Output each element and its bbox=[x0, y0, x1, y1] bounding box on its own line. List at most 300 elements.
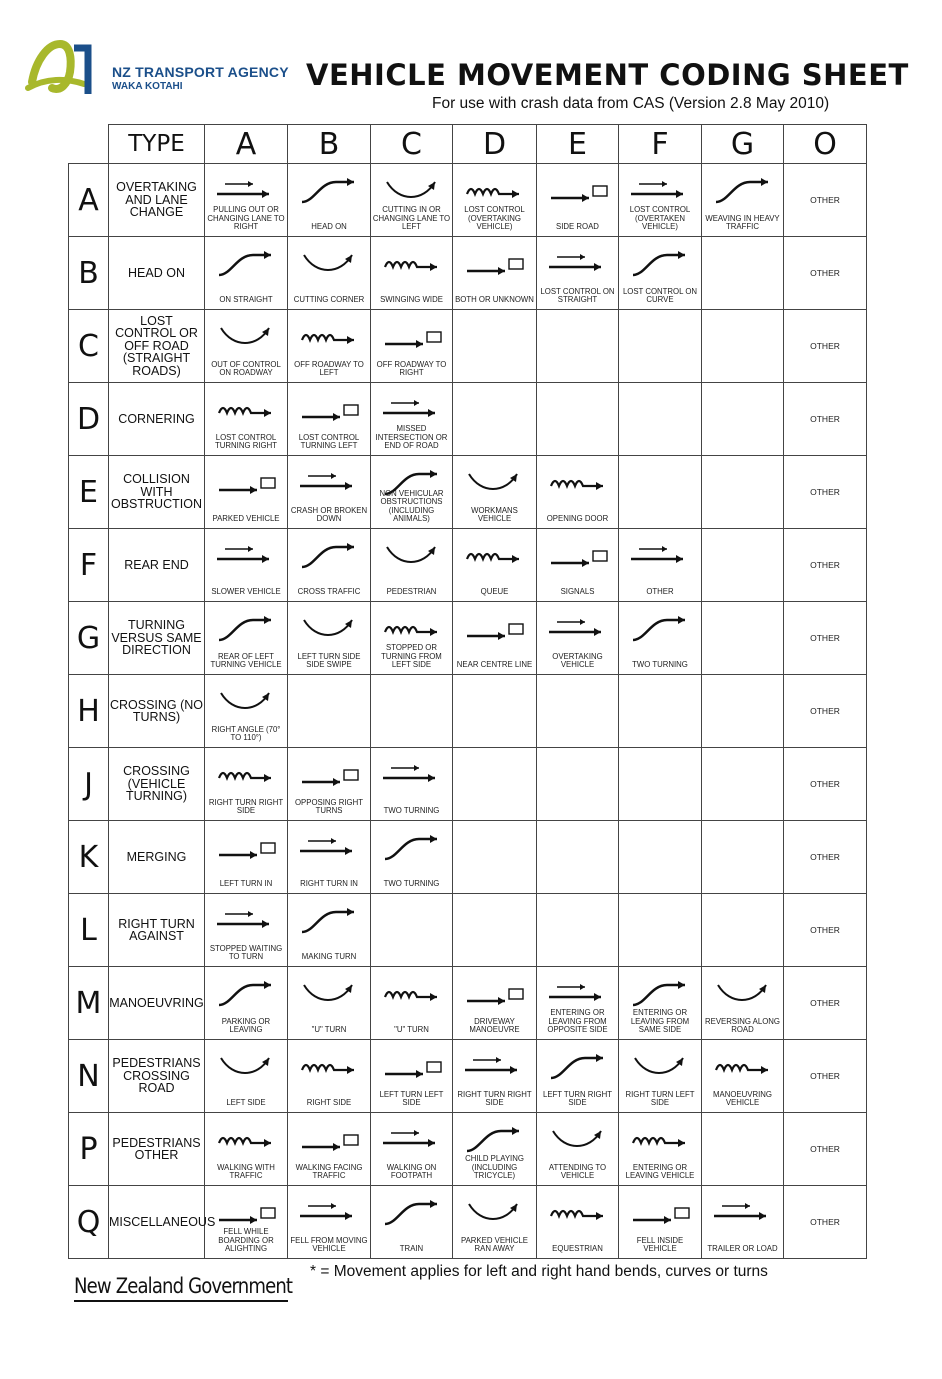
movement-arrow-icon bbox=[296, 1121, 362, 1159]
movement-cell-ka bbox=[205, 821, 288, 894]
movement-cell-gd bbox=[453, 602, 537, 675]
movement-cell-gc bbox=[371, 602, 453, 675]
movement-diagram bbox=[288, 164, 370, 236]
movement-cell-dd bbox=[453, 383, 537, 456]
table-row bbox=[69, 164, 867, 237]
movement-arrow-icon bbox=[379, 756, 445, 794]
movement-cell-ba bbox=[205, 237, 288, 310]
footnote: * = Movement applies for left and right hand bends, curves or turns bbox=[310, 1263, 768, 1280]
movement-cell-ke bbox=[537, 821, 619, 894]
movement-cell-cg bbox=[702, 310, 784, 383]
movement-arrow-icon bbox=[627, 172, 693, 210]
movement-cell-other: OTHER bbox=[784, 1040, 867, 1113]
movement-cell-other: OTHER bbox=[784, 237, 867, 310]
movement-cell-ce bbox=[537, 310, 619, 383]
movement-arrow-icon bbox=[627, 537, 693, 575]
movement-cell-me bbox=[537, 967, 619, 1040]
movement-arrow-icon bbox=[545, 975, 611, 1013]
movement-diagram bbox=[371, 456, 452, 528]
movement-cell-ea bbox=[205, 456, 288, 529]
movement-diagram bbox=[537, 1040, 618, 1112]
movement-cell-mb bbox=[288, 967, 371, 1040]
movement-arrow-icon bbox=[461, 172, 527, 210]
row-type: HEAD ON bbox=[109, 237, 205, 310]
movement-diagram bbox=[537, 164, 618, 236]
movement-diagram bbox=[288, 529, 370, 601]
movement-diagram bbox=[205, 456, 287, 528]
movement-diagram bbox=[371, 748, 452, 820]
movement-cell-md bbox=[453, 967, 537, 1040]
movement-label: MISSED INTERSECTION OR END OF ROAD bbox=[375, 424, 448, 450]
row-code: E bbox=[69, 456, 109, 529]
movement-label: FELL WHILE BOARDING OR ALIGHTING bbox=[218, 1227, 274, 1253]
movement-label: NON VEHICULAR OBSTRUCTIONS (INCLUDING ANIMALS) bbox=[379, 489, 444, 523]
movement-label: FELL INSIDE VEHICLE bbox=[636, 1235, 684, 1253]
movement-label: PEDESTRIAN bbox=[386, 586, 437, 596]
coding-table bbox=[68, 124, 867, 1259]
movement-diagram bbox=[288, 456, 370, 528]
movement-cell-mc bbox=[371, 967, 453, 1040]
movement-diagram bbox=[288, 748, 370, 820]
movement-label: CHILD PLAYING (INCLUDING TRICYCLE) bbox=[465, 1154, 524, 1180]
movement-label: ENTERING OR LEAVING FROM OPPOSITE SIDE bbox=[547, 1008, 608, 1034]
movement-label: TRAIN bbox=[399, 1243, 424, 1253]
movement-arrow-icon bbox=[296, 829, 362, 867]
movement-cell-qa bbox=[205, 1186, 288, 1259]
movement-label: REAR OF LEFT TURNING VEHICLE bbox=[210, 651, 282, 669]
movement-arrow-icon bbox=[213, 829, 279, 867]
movement-cell-gg bbox=[702, 602, 784, 675]
movement-diagram bbox=[205, 602, 287, 674]
movement-diagram bbox=[371, 164, 452, 236]
movement-cell-lf bbox=[619, 894, 702, 967]
movement-label: WALKING WITH TRAFFIC bbox=[217, 1162, 275, 1180]
movement-cell-fd bbox=[453, 529, 537, 602]
movement-arrow-icon bbox=[296, 610, 362, 648]
movement-cell-ae bbox=[537, 164, 619, 237]
nzta-logo bbox=[26, 38, 306, 100]
movement-arrow-icon bbox=[213, 1048, 279, 1086]
movement-cell-cc bbox=[371, 310, 453, 383]
movement-diagram bbox=[205, 164, 287, 236]
movement-diagram bbox=[371, 1186, 452, 1258]
movement-arrow-icon bbox=[710, 172, 776, 210]
movement-cell-kc bbox=[371, 821, 453, 894]
movement-diagram bbox=[371, 1040, 452, 1112]
movement-diagram bbox=[205, 529, 287, 601]
table-row bbox=[69, 456, 867, 529]
movement-label: TWO TURNING bbox=[632, 659, 688, 669]
movement-cell-mg bbox=[702, 967, 784, 1040]
movement-diagram bbox=[205, 894, 287, 966]
row-type: CORNERING bbox=[109, 383, 205, 456]
movement-diagram bbox=[371, 821, 452, 893]
table-row bbox=[69, 748, 867, 821]
movement-cell-other: OTHER bbox=[784, 748, 867, 821]
movement-label: MAKING TURN bbox=[301, 951, 357, 961]
movement-arrow-icon bbox=[296, 172, 362, 210]
movement-diagram bbox=[537, 1186, 618, 1258]
movement-diagram bbox=[702, 1040, 783, 1112]
movement-cell-fe bbox=[537, 529, 619, 602]
movement-cell-df bbox=[619, 383, 702, 456]
row-code: D bbox=[69, 383, 109, 456]
movement-label: REVERSING ALONG ROAD bbox=[705, 1016, 780, 1034]
government-underline bbox=[74, 1300, 288, 1302]
movement-cell-pf bbox=[619, 1113, 702, 1186]
movement-label: CROSS TRAFFIC bbox=[297, 586, 361, 596]
movement-cell-other: OTHER bbox=[784, 894, 867, 967]
movement-arrow-icon bbox=[296, 537, 362, 575]
movement-label: OUT OF CONTROL ON ROADWAY bbox=[211, 359, 281, 377]
movement-arrow-icon bbox=[461, 537, 527, 575]
movement-arrow-icon bbox=[461, 464, 527, 502]
movement-cell-other: OTHER bbox=[784, 310, 867, 383]
movement-cell-pg bbox=[702, 1113, 784, 1186]
movement-cell-ng bbox=[702, 1040, 784, 1113]
movement-diagram bbox=[537, 237, 618, 309]
movement-cell-ed bbox=[453, 456, 537, 529]
movement-cell-kg bbox=[702, 821, 784, 894]
movement-arrow-icon bbox=[461, 975, 527, 1013]
movement-cell-ac bbox=[371, 164, 453, 237]
movement-arrow-icon bbox=[545, 172, 611, 210]
movement-cell-cf bbox=[619, 310, 702, 383]
movement-diagram bbox=[288, 1040, 370, 1112]
movement-arrow-icon bbox=[213, 610, 279, 648]
movement-arrow-icon bbox=[379, 245, 445, 283]
movement-diagram bbox=[537, 456, 618, 528]
movement-cell-nf bbox=[619, 1040, 702, 1113]
movement-diagram bbox=[288, 1113, 370, 1185]
movement-cell-other: OTHER bbox=[784, 164, 867, 237]
movement-cell-ja bbox=[205, 748, 288, 821]
movement-diagram bbox=[453, 1113, 536, 1185]
movement-label: PARKED VEHICLE bbox=[212, 513, 280, 523]
table-row bbox=[69, 1113, 867, 1186]
movement-cell-pa bbox=[205, 1113, 288, 1186]
movement-label: ON STRAIGHT bbox=[219, 294, 273, 304]
movement-cell-ee bbox=[537, 456, 619, 529]
movement-diagram bbox=[453, 1186, 536, 1258]
movement-arrow-icon bbox=[296, 1194, 362, 1232]
movement-cell-other: OTHER bbox=[784, 456, 867, 529]
movement-diagram bbox=[371, 529, 452, 601]
table-row bbox=[69, 237, 867, 310]
movement-label: LOST CONTROL (OVERTAKING VEHICLE) bbox=[464, 205, 525, 231]
movement-label: LEFT TURN RIGHT SIDE bbox=[542, 1089, 613, 1107]
movement-diagram bbox=[619, 1186, 701, 1258]
movement-arrow-icon bbox=[379, 610, 445, 648]
movement-arrow-icon bbox=[296, 245, 362, 283]
movement-arrow-icon bbox=[627, 975, 693, 1013]
movement-cell-kd bbox=[453, 821, 537, 894]
row-type: PEDESTRIANS CROSSING ROAD bbox=[109, 1040, 205, 1113]
movement-diagram bbox=[205, 967, 287, 1039]
movement-arrow-icon bbox=[545, 610, 611, 648]
movement-cell-aa bbox=[205, 164, 288, 237]
row-type: CROSSING (VEHICLE TURNING) bbox=[109, 748, 205, 821]
movement-cell-pc bbox=[371, 1113, 453, 1186]
movement-cell-lg bbox=[702, 894, 784, 967]
movement-label: "U" TURN bbox=[394, 1024, 429, 1034]
movement-label: OPPOSING RIGHT TURNS bbox=[294, 797, 363, 815]
movement-cell-je bbox=[537, 748, 619, 821]
movement-cell-he bbox=[537, 675, 619, 748]
movement-cell-jb bbox=[288, 748, 371, 821]
movement-label: LOST CONTROL (OVERTAKEN VEHICLE) bbox=[629, 205, 691, 231]
movement-cell-other: OTHER bbox=[784, 675, 867, 748]
movement-diagram bbox=[288, 967, 370, 1039]
movement-label: CRASH OR BROKEN DOWN bbox=[290, 505, 368, 523]
movement-cell-lb bbox=[288, 894, 371, 967]
row-type: RIGHT TURN AGAINST bbox=[109, 894, 205, 967]
table-row bbox=[69, 821, 867, 894]
movement-diagram bbox=[453, 1040, 536, 1112]
movement-label: ENTERING OR LEAVING FROM SAME SIDE bbox=[630, 1008, 690, 1034]
movement-cell-gf bbox=[619, 602, 702, 675]
movement-diagram bbox=[205, 1113, 287, 1185]
movement-label: LOST CONTROL ON CURVE bbox=[622, 286, 698, 304]
header-col-g: G bbox=[702, 125, 784, 164]
movement-arrow-icon bbox=[213, 756, 279, 794]
movement-arrow-icon bbox=[213, 975, 279, 1013]
movement-label: PULLING OUT OR CHANGING LANE TO RIGHT bbox=[207, 205, 285, 231]
movement-cell-other: OTHER bbox=[784, 1113, 867, 1186]
table-row bbox=[69, 383, 867, 456]
movement-label: HEAD ON bbox=[311, 221, 347, 231]
movement-arrow-icon bbox=[461, 1121, 527, 1159]
movement-arrow-icon bbox=[213, 902, 279, 940]
movement-cell-gb bbox=[288, 602, 371, 675]
movement-cell-fc bbox=[371, 529, 453, 602]
movement-cell-ha bbox=[205, 675, 288, 748]
movement-arrow-icon bbox=[710, 975, 776, 1013]
row-type: MANOEUVRING bbox=[109, 967, 205, 1040]
movement-diagram bbox=[371, 237, 452, 309]
movement-diagram bbox=[702, 1186, 783, 1258]
movement-label: CUTTING IN OR CHANGING LANE TO LEFT bbox=[372, 205, 451, 231]
movement-cell-bc bbox=[371, 237, 453, 310]
movement-cell-cb bbox=[288, 310, 371, 383]
movement-label: RIGHT ANGLE (70° TO 110°) bbox=[211, 724, 281, 742]
row-type: COLLISION WITH OBSTRUCTION bbox=[109, 456, 205, 529]
row-type: CROSSING (NO TURNS) bbox=[109, 675, 205, 748]
movement-diagram bbox=[619, 1040, 701, 1112]
movement-cell-other: OTHER bbox=[784, 821, 867, 894]
movement-cell-bg bbox=[702, 237, 784, 310]
movement-label: SIDE ROAD bbox=[556, 221, 599, 231]
movement-cell-ad bbox=[453, 164, 537, 237]
movement-diagram bbox=[205, 237, 287, 309]
row-code: M bbox=[69, 967, 109, 1040]
movement-arrow-icon bbox=[213, 1121, 279, 1159]
movement-label: EQUESTRIAN bbox=[552, 1243, 603, 1253]
movement-label: LOST CONTROL TURNING LEFT bbox=[298, 432, 360, 450]
movement-arrow-icon bbox=[461, 1048, 527, 1086]
row-type: REAR END bbox=[109, 529, 205, 602]
movement-diagram bbox=[702, 967, 783, 1039]
movement-label: WEAVING IN HEAVY TRAFFIC bbox=[705, 213, 780, 231]
movement-arrow-icon bbox=[627, 1048, 693, 1086]
movement-label: LOST CONTROL TURNING RIGHT bbox=[215, 432, 277, 450]
movement-label: ATTENDING TO VEHICLE bbox=[548, 1162, 607, 1180]
movement-cell-na bbox=[205, 1040, 288, 1113]
movement-arrow-icon bbox=[213, 537, 279, 575]
movement-cell-qg bbox=[702, 1186, 784, 1259]
movement-diagram bbox=[288, 1186, 370, 1258]
movement-diagram bbox=[371, 310, 452, 382]
movement-cell-ga bbox=[205, 602, 288, 675]
movement-arrow-icon bbox=[213, 464, 279, 502]
movement-label: OFF ROADWAY TO LEFT bbox=[294, 359, 364, 377]
movement-diagram bbox=[371, 602, 452, 674]
movement-arrow-icon bbox=[379, 537, 445, 575]
movement-arrow-icon bbox=[296, 975, 362, 1013]
movement-label: LEFT TURN LEFT SIDE bbox=[379, 1089, 444, 1107]
movement-arrow-icon bbox=[379, 975, 445, 1013]
movement-arrow-icon bbox=[627, 610, 693, 648]
sheet-title: VEHICLE MOVEMENT CODING SHEET bbox=[306, 58, 909, 92]
movement-cell-kb bbox=[288, 821, 371, 894]
movement-arrow-icon bbox=[213, 1194, 279, 1232]
movement-label: WALKING FACING TRAFFIC bbox=[295, 1162, 363, 1180]
movement-label: MANOEUVRING VEHICLE bbox=[713, 1089, 772, 1107]
movement-cell-lc bbox=[371, 894, 453, 967]
movement-cell-mf bbox=[619, 967, 702, 1040]
nzta-logo-icon bbox=[26, 38, 106, 100]
movement-cell-pe bbox=[537, 1113, 619, 1186]
movement-diagram bbox=[453, 164, 536, 236]
movement-cell-hf bbox=[619, 675, 702, 748]
movement-cell-jf bbox=[619, 748, 702, 821]
movement-label: CUTTING CORNER bbox=[293, 294, 365, 304]
movement-diagram bbox=[619, 164, 701, 236]
movement-arrow-icon bbox=[627, 1194, 693, 1232]
row-type: MERGING bbox=[109, 821, 205, 894]
movement-cell-pd bbox=[453, 1113, 537, 1186]
movement-arrow-icon bbox=[710, 1048, 776, 1086]
movement-cell-other: OTHER bbox=[784, 529, 867, 602]
movement-cell-be bbox=[537, 237, 619, 310]
movement-label: TWO TURNING bbox=[383, 805, 440, 815]
movement-arrow-icon bbox=[379, 172, 445, 210]
movement-cell-af bbox=[619, 164, 702, 237]
movement-cell-dc bbox=[371, 383, 453, 456]
row-type: MISCELLANEOUS bbox=[109, 1186, 205, 1259]
header-col-d: D bbox=[453, 125, 537, 164]
movement-cell-pb bbox=[288, 1113, 371, 1186]
movement-cell-nb bbox=[288, 1040, 371, 1113]
movement-label: DRIVEWAY MANOEUVRE bbox=[469, 1016, 520, 1034]
movement-cell-la bbox=[205, 894, 288, 967]
government-wordmark: New Zealand Government bbox=[74, 1274, 293, 1298]
row-code: L bbox=[69, 894, 109, 967]
movement-label: OPENING DOOR bbox=[546, 513, 609, 523]
movement-diagram bbox=[288, 602, 370, 674]
row-type: OVERTAKING AND LANE CHANGE bbox=[109, 164, 205, 237]
movement-arrow-icon bbox=[710, 1194, 776, 1232]
movement-arrow-icon bbox=[213, 318, 279, 356]
movement-arrow-icon bbox=[545, 1194, 611, 1232]
movement-cell-qb bbox=[288, 1186, 371, 1259]
movement-cell-jg bbox=[702, 748, 784, 821]
row-code: J bbox=[69, 748, 109, 821]
movement-label: LEFT TURN IN bbox=[219, 878, 273, 888]
movement-arrow-icon bbox=[213, 391, 279, 429]
movement-diagram bbox=[619, 237, 701, 309]
movement-label: SIGNALS bbox=[560, 586, 595, 596]
movement-arrow-icon bbox=[379, 1194, 445, 1232]
movement-cell-hg bbox=[702, 675, 784, 748]
row-code: H bbox=[69, 675, 109, 748]
table-header-row bbox=[69, 125, 867, 164]
movement-label: TRAILER OR LOAD bbox=[707, 1243, 778, 1253]
movement-arrow-icon bbox=[213, 245, 279, 283]
movement-cell-qd bbox=[453, 1186, 537, 1259]
movement-cell-le bbox=[537, 894, 619, 967]
movement-label: OVERTAKING VEHICLE bbox=[552, 651, 603, 669]
movement-arrow-icon bbox=[379, 1048, 445, 1086]
movement-label: RIGHT TURN RIGHT SIDE bbox=[208, 797, 284, 815]
movement-diagram bbox=[288, 310, 370, 382]
sheet-subtitle: For use with crash data from CAS (Version 2.8 May 2010) bbox=[432, 95, 830, 112]
movement-label: OTHER bbox=[646, 586, 674, 596]
movement-diagram bbox=[205, 383, 287, 455]
movement-cell-ge bbox=[537, 602, 619, 675]
movement-diagram bbox=[288, 894, 370, 966]
table-row bbox=[69, 529, 867, 602]
header-col-a: A bbox=[205, 125, 288, 164]
movement-label: NEAR CENTRE LINE bbox=[456, 659, 533, 669]
movement-diagram bbox=[619, 602, 701, 674]
movement-arrow-icon bbox=[461, 610, 527, 648]
movement-diagram bbox=[288, 237, 370, 309]
table-row bbox=[69, 602, 867, 675]
movement-label: TWO TURNING bbox=[383, 878, 440, 888]
movement-arrow-icon bbox=[627, 1121, 693, 1159]
movement-cell-ma bbox=[205, 967, 288, 1040]
movement-cell-dg bbox=[702, 383, 784, 456]
movement-arrow-icon bbox=[296, 756, 362, 794]
movement-arrow-icon bbox=[545, 464, 611, 502]
movement-arrow-icon bbox=[627, 245, 693, 283]
movement-diagram bbox=[371, 1113, 452, 1185]
movement-diagram bbox=[537, 967, 618, 1039]
movement-cell-ab bbox=[288, 164, 371, 237]
movement-cell-fg bbox=[702, 529, 784, 602]
movement-diagram bbox=[205, 675, 287, 747]
movement-label: SWINGING WIDE bbox=[380, 294, 443, 304]
movement-diagram bbox=[453, 529, 536, 601]
movement-cell-bb bbox=[288, 237, 371, 310]
movement-cell-fb bbox=[288, 529, 371, 602]
movement-arrow-icon bbox=[461, 245, 527, 283]
row-type: TURNING VERSUS SAME DIRECTION bbox=[109, 602, 205, 675]
header-blank bbox=[69, 125, 109, 164]
movement-cell-cd bbox=[453, 310, 537, 383]
movement-diagram bbox=[453, 967, 536, 1039]
movement-label: RIGHT TURN RIGHT SIDE bbox=[457, 1089, 532, 1107]
movement-arrow-icon bbox=[213, 683, 279, 721]
movement-cell-de bbox=[537, 383, 619, 456]
movement-diagram bbox=[619, 529, 701, 601]
movement-arrow-icon bbox=[296, 391, 362, 429]
movement-arrow-icon bbox=[379, 391, 445, 429]
row-code: B bbox=[69, 237, 109, 310]
row-type: LOST CONTROL OR OFF ROAD (STRAIGHT ROADS) bbox=[109, 310, 205, 383]
movement-label: LOST CONTROL ON STRAIGHT bbox=[540, 286, 615, 304]
